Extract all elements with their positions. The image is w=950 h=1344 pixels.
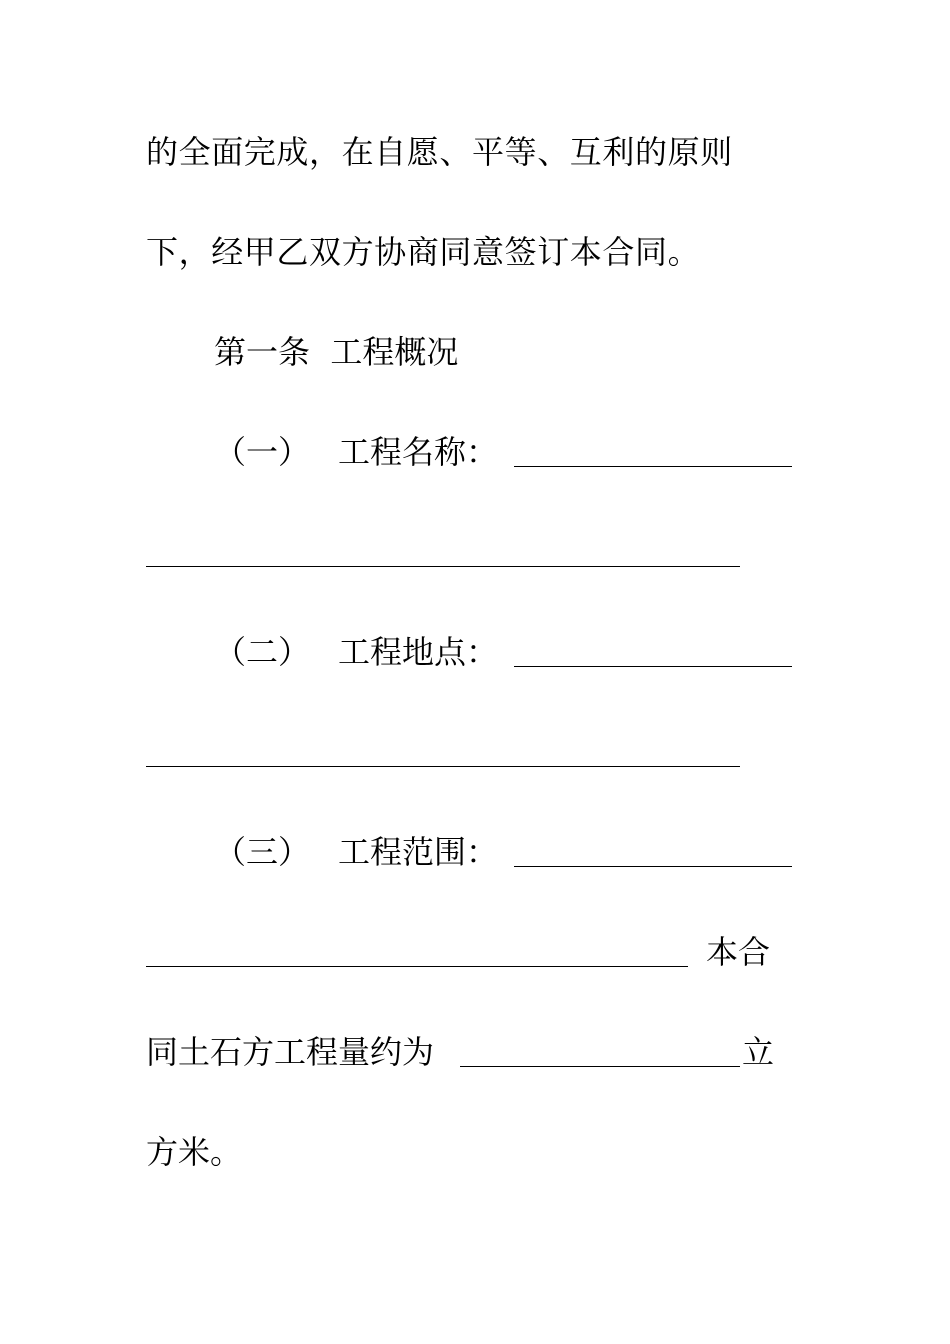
item-marker: （二） xyxy=(214,633,311,671)
paragraph-text: 同土石方工程量约为 xyxy=(146,1033,435,1071)
fill-blank-project-name[interactable] xyxy=(514,466,792,467)
paragraph-text: 下，经甲乙双方协商同意签订本合同。 xyxy=(146,233,701,271)
fill-blank-project-name-continued[interactable] xyxy=(146,566,740,567)
paragraph-text: 本合 xyxy=(706,933,771,971)
item-marker: （三） xyxy=(214,833,311,871)
fill-blank-earthwork-quantity[interactable] xyxy=(460,1066,740,1067)
item-label: 工程范围： xyxy=(338,833,499,871)
fill-blank-project-location[interactable] xyxy=(514,666,792,667)
article-heading: 第一条 工程概况 xyxy=(214,333,459,371)
paragraph-text: 立 xyxy=(742,1033,775,1071)
item-marker: （一） xyxy=(214,433,311,471)
paragraph-text: 方米。 xyxy=(146,1133,243,1171)
item-label: 工程名称： xyxy=(338,433,499,471)
fill-blank-project-scope-continued[interactable] xyxy=(146,966,688,967)
item-label: 工程地点： xyxy=(338,633,499,671)
paragraph-text: 的全面完成，在自愿、平等、互利的原则 xyxy=(146,133,733,171)
fill-blank-project-scope[interactable] xyxy=(514,866,792,867)
fill-blank-project-location-continued[interactable] xyxy=(146,766,740,767)
